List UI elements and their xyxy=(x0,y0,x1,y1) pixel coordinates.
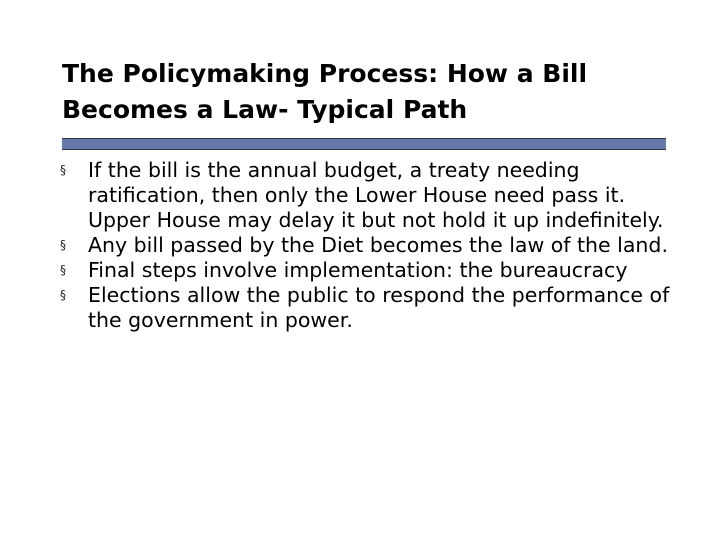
bullet-marker-icon: § xyxy=(60,238,66,252)
bullet-text: If the bill is the annual budget, a treaty needing ratification, then only the Lower House need pass it. Upper House may delay it but not hold it up indefinitely. xyxy=(88,158,664,232)
title-divider xyxy=(62,138,666,150)
bullet-marker-icon: § xyxy=(60,263,66,277)
bullet-marker-icon: § xyxy=(60,288,66,302)
bullet-text: Final steps involve implementation: the bureaucracy xyxy=(88,258,628,282)
bullet-item xyxy=(60,158,680,233)
bullet-text: Any bill passed by the Diet becomes the law of the land. xyxy=(88,233,668,257)
bullet-item xyxy=(60,258,680,283)
bullet-list xyxy=(60,158,680,333)
bullet-marker-icon: § xyxy=(60,163,66,177)
bullet-item xyxy=(60,283,680,333)
bullet-text: Elections allow the public to respond the performance of the government in power. xyxy=(88,283,670,332)
slide-title: The Policymaking Process: How a Bill Becomes a Law- Typical Path xyxy=(62,59,588,124)
bullet-item xyxy=(60,233,680,258)
